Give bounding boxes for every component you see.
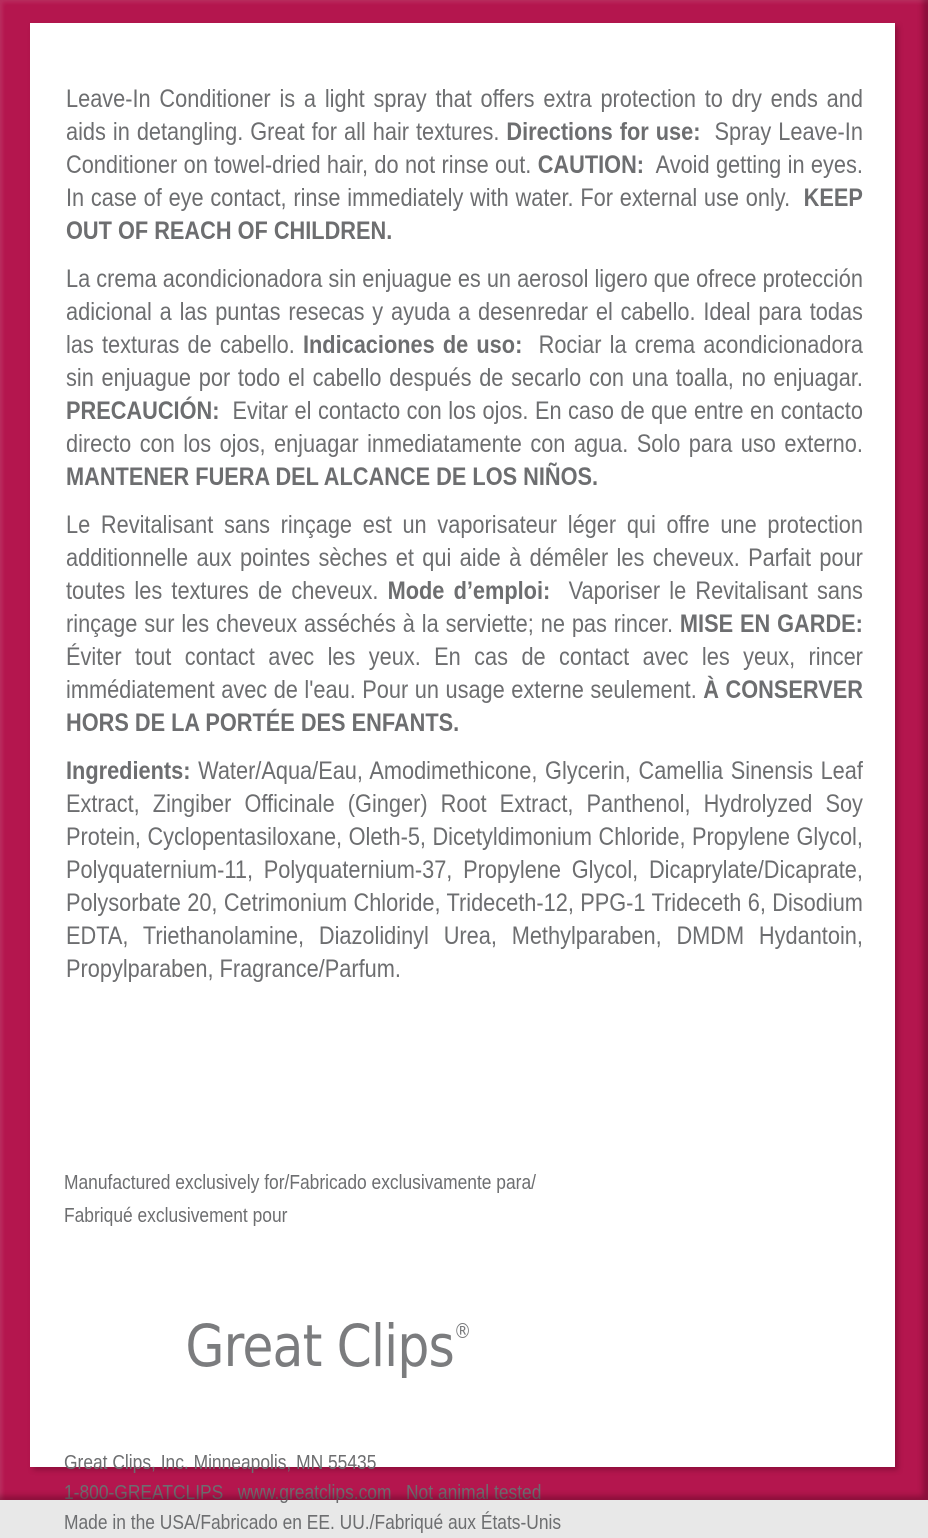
paragraph-french: Le Revitalisant sans rinçage est un vaporisateur léger qui offre une protection additionnelle aux pointes sèches et qui aide à démêler les cheveux. Parfait pour toutes les textures de cheveux. Mode d’emploi: Vaporiser le Revitalisant sans rinçage sur les cheveux asséchés à la serviette; ne pas rincer. MISE EN GARDE: Éviter tout contact avec les yeux. En cas de contact avec les yeux, rincer immédiatement avec de l'eau. Pour un usage externe seulement. À CONSERVER HORS DE LA PORTÉE DES ENFANTS. — [66, 511, 876, 737]
company-address-line: Great Clips, Inc. Minneapolis, MN 55435 — [64, 1452, 377, 1474]
label-white-panel — [30, 23, 895, 1534]
label-body-text — [66, 83, 876, 1001]
contact-info-line: 1-800-GREATCLIPS www.greatclips.com Not animal tested — [64, 1482, 542, 1504]
paragraph-ingredients: Ingredients: Water/Aqua/Eau, Amodimethicone, Glycerin, Camellia Sinensis Leaf Extract, Zingiber Officinale (Ginger) Root Extract, Panthenol, Hydrolyzed Soy Protein, Cyclopentasiloxane, Oleth-5, Dicetyldimonium Chloride, Propylene Glycol, Polyquaternium-11, Polyquaternium-37, Propylene Glycol, Dicaprylate/Dicaprate, Polysorbate 20, Cetrimonium Chloride, Trideceth-12, PPG-1 Trideceth 6, Disodium EDTA, Triethanolamine, Diazolidinyl Urea, Methylparaben, DMDM Hydantoin, Propylparaben, Fragrance/Parfum. — [66, 757, 869, 983]
paragraph-english: Leave-In Conditioner is a light spray that offers extra protection to dry ends and aids in detangling. Great for all hair textures. Directions for use: Spray Leave-In Conditioner on towel-dried hair, do not rinse out. CAUTION: Avoid getting in eyes. In case of eye contact, rinse immediately with water. For external use only. KEEP OUT OF REACH OF CHILDREN. — [66, 85, 876, 245]
great-clips-logo — [64, 1235, 760, 1442]
registered-trademark-symbol: ® — [453, 1319, 472, 1343]
paragraph-spanish: La crema acondicionadora sin enjuague es un aerosol ligero que ofrece protección adicional a las puntas resecas y ayuda a desenredar el cabello. Ideal para todas las texturas de cabello. Indicaciones de uso: Rociar la crema acondicionadora sin enjuague por todo el cabello después de secarlo con una toalla, no enjuagar. PRECAUCIÓN: Evitar el contacto con los ojos. En caso de que entre en contacto directo con los ojos, enjuagar inmediatamente con agua. Solo para uso externo. MANTENER FUERA DEL ALCANCE DE LOS NIÑOS. — [66, 265, 869, 491]
country-of-origin-line: Made in the USA/Fabricado en EE. UU./Fabriqué aux États-Unis — [64, 1512, 562, 1534]
great-clips-logo-text: Great Clips — [185, 1312, 454, 1380]
manufactured-for-line-2: Fabriqué exclusivement pour — [64, 1205, 288, 1227]
manufacturer-block — [64, 1167, 760, 1538]
manufactured-for-line-1: Manufactured exclusively for/Fabricado exclusivamente para/ — [64, 1172, 536, 1194]
